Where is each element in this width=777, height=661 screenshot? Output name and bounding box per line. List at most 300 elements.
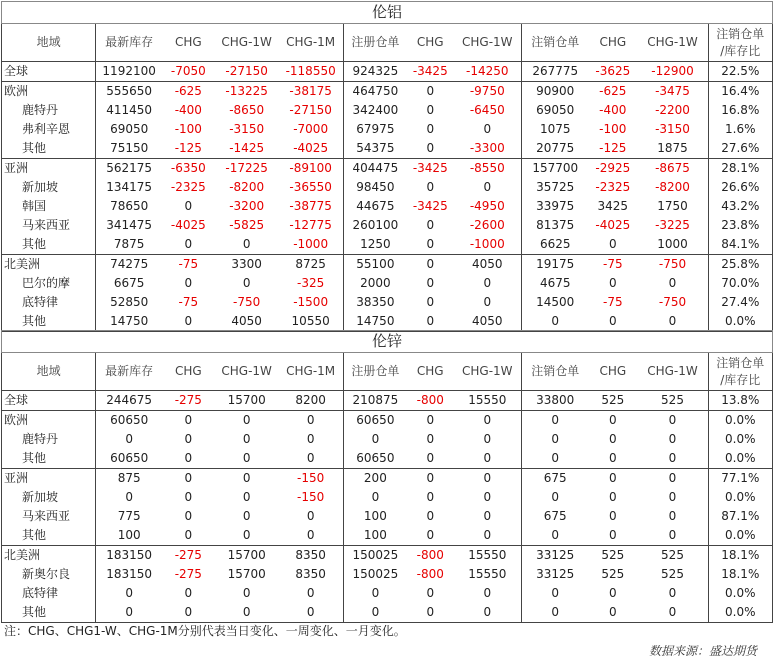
- data-cell: 43.2%: [708, 197, 772, 216]
- data-cell: -4950: [469, 199, 505, 213]
- region-name: 北美洲: [2, 546, 96, 566]
- data-cell: -8675: [655, 161, 690, 175]
- data-cell: 1000: [637, 235, 708, 255]
- data-cell: 525: [601, 548, 625, 562]
- data-cell: 90900: [522, 82, 588, 102]
- data-cell: -4025: [595, 218, 631, 232]
- data-cell: -625: [174, 84, 202, 98]
- column-header: [708, 353, 772, 391]
- data-cell: 0: [453, 449, 522, 469]
- data-cell: 15550: [453, 391, 522, 411]
- data-cell: 0: [242, 490, 251, 504]
- data-cell: -118550: [279, 62, 343, 82]
- data-cell: 60650: [343, 411, 407, 431]
- data-cell: 6625: [522, 235, 588, 255]
- data-cell: -100: [599, 122, 627, 136]
- data-cell: 0: [162, 312, 214, 332]
- data-cell: 0: [184, 586, 193, 600]
- data-cell: 8200: [279, 391, 343, 411]
- data-cell: 525: [661, 567, 684, 581]
- data-cell: -4025: [279, 139, 343, 159]
- table-row: [2, 526, 773, 546]
- column-header: CHG-1W: [637, 24, 708, 62]
- location-name: 巴尔的摩: [2, 274, 96, 293]
- data-cell: -1500: [293, 295, 329, 309]
- data-cell: 0: [426, 218, 435, 232]
- data-cell: -800: [407, 391, 453, 411]
- data-cell: -8650: [229, 103, 265, 117]
- table-row: [2, 197, 773, 216]
- data-cell: 0: [407, 449, 453, 469]
- data-cell: -2325: [595, 180, 631, 194]
- data-cell: 0: [242, 471, 251, 485]
- data-cell: 0: [426, 509, 435, 523]
- data-cell: 1875: [637, 139, 708, 159]
- table-row: [2, 391, 773, 411]
- data-cell: -275: [174, 567, 202, 581]
- data-cell: -3475: [655, 84, 690, 98]
- section-title-row: [2, 331, 773, 353]
- data-cell: 0: [668, 413, 677, 427]
- data-cell: -8550: [469, 161, 505, 175]
- data-cell: 0: [522, 430, 588, 449]
- data-cell: -1000: [279, 235, 343, 255]
- data-cell: -17225: [225, 161, 268, 175]
- data-cell: 0: [426, 586, 435, 600]
- data-cell: 33125: [522, 546, 588, 566]
- ratio-header-line1: 注销仓单: [716, 26, 765, 41]
- data-cell: 15700: [215, 391, 279, 411]
- column-header: 地域: [2, 353, 96, 391]
- table-row: [2, 584, 773, 603]
- data-cell: 0: [453, 603, 522, 623]
- data-cell: 7875: [96, 235, 162, 255]
- data-cell: -2600: [469, 218, 505, 232]
- data-cell: -75: [602, 257, 623, 271]
- data-cell: -750: [658, 257, 687, 271]
- data-cell: 98450: [343, 178, 407, 197]
- table-row: [2, 255, 773, 275]
- data-cell: 464750: [343, 82, 407, 102]
- column-header: CHG: [407, 353, 453, 391]
- data-cell: 562175: [96, 159, 162, 179]
- data-cell: -400: [174, 103, 202, 117]
- data-cell: 4050: [472, 257, 503, 271]
- data-cell: 0: [668, 471, 677, 485]
- data-cell: 74275: [96, 255, 162, 275]
- data-cell: -800: [416, 548, 444, 562]
- data-cell: 0: [483, 490, 492, 504]
- data-cell: 525: [661, 548, 684, 562]
- data-cell: 27.4%: [708, 293, 772, 312]
- data-cell: 0: [637, 603, 708, 623]
- table-row: [2, 235, 773, 255]
- data-cell: 0: [242, 432, 251, 446]
- data-cell: -5825: [229, 218, 265, 232]
- data-cell: 16.4%: [708, 82, 772, 102]
- data-cell: 23.8%: [708, 216, 772, 235]
- data-cell: 525: [588, 391, 637, 411]
- data-cell: -36550: [289, 180, 332, 194]
- table-row: [2, 274, 773, 293]
- data-cell: -3150: [655, 122, 690, 136]
- data-cell: 0: [184, 509, 193, 523]
- data-cell: 14500: [522, 293, 588, 312]
- data-cell: -4025: [170, 218, 206, 232]
- data-cell: 1750: [657, 199, 688, 213]
- data-cell: 100: [343, 526, 407, 546]
- section-title-row: [2, 2, 773, 24]
- location-name: 鹿特丹: [2, 101, 96, 120]
- data-cell: 0: [426, 84, 435, 98]
- table-row: [2, 469, 773, 489]
- data-cell: -325: [297, 276, 325, 290]
- data-cell: 35725: [522, 178, 588, 197]
- data-cell: 0: [242, 276, 251, 290]
- data-cell: 0: [637, 449, 708, 469]
- data-cell: -3625: [588, 62, 637, 82]
- column-header: 最新库存: [96, 353, 162, 391]
- data-cell: 525: [601, 567, 625, 581]
- table-row: [2, 62, 773, 82]
- data-cell: -7000: [293, 122, 329, 136]
- data-cell: -6350: [170, 161, 206, 175]
- data-cell: 924325: [343, 62, 407, 82]
- data-cell: 0: [426, 413, 435, 427]
- table-row: [2, 82, 773, 102]
- data-cell: 0: [96, 488, 162, 507]
- region-name: 全球: [2, 391, 96, 411]
- data-cell: 38350: [343, 293, 407, 312]
- data-cell: 60650: [343, 449, 407, 469]
- location-name: 其他: [2, 139, 96, 159]
- data-cell: 81375: [522, 216, 588, 235]
- data-cell: 0: [608, 413, 617, 427]
- data-cell: 8350: [295, 548, 326, 562]
- data-cell: 150025: [343, 546, 407, 566]
- data-cell: 675: [522, 507, 588, 526]
- data-cell: 69050: [522, 101, 588, 120]
- data-cell: 0: [343, 603, 407, 623]
- data-cell: 4675: [522, 274, 588, 293]
- data-cell: 0: [483, 509, 492, 523]
- column-header: CHG-1W: [637, 353, 708, 391]
- data-cell: 0: [522, 603, 588, 623]
- data-cell: -75: [602, 295, 623, 309]
- footnote: 注：CHG、CHG1-W、CHG-1M分别代表当日变化、一周变化、一月变化。: [4, 624, 406, 638]
- data-cell: 25.8%: [708, 255, 772, 275]
- data-cell: 210875: [343, 391, 407, 411]
- data-cell: 0: [162, 603, 214, 623]
- data-cell: 0: [162, 449, 214, 469]
- data-cell: 27.6%: [708, 139, 772, 159]
- column-header: CHG: [162, 24, 214, 62]
- data-cell: -800: [416, 567, 444, 581]
- data-cell: 84.1%: [708, 235, 772, 255]
- data-cell: 0: [407, 603, 453, 623]
- header-row: [2, 353, 773, 391]
- data-cell: 0.0%: [708, 411, 772, 431]
- table-row: [2, 603, 773, 623]
- data-cell: 0: [483, 276, 492, 290]
- data-cell: 15700: [227, 548, 266, 562]
- data-cell: 341475: [96, 216, 162, 235]
- data-cell: 100: [96, 526, 162, 546]
- location-name: 其他: [2, 312, 96, 332]
- data-cell: 0: [96, 430, 162, 449]
- data-cell: 0: [426, 432, 435, 446]
- data-cell: 15700: [227, 567, 266, 581]
- data-cell: 150025: [343, 565, 407, 584]
- location-name: 底特律: [2, 584, 96, 603]
- data-cell: 0: [522, 526, 588, 546]
- data-cell: -3425: [412, 199, 448, 213]
- data-cell: 0.0%: [708, 312, 772, 332]
- table-row: [2, 120, 773, 139]
- column-header: [708, 24, 772, 62]
- data-cell: 1.6%: [708, 120, 772, 139]
- data-cell: 0: [608, 586, 617, 600]
- data-cell: 0: [279, 526, 343, 546]
- data-cell: 0: [279, 603, 343, 623]
- data-cell: 0: [215, 449, 279, 469]
- data-cell: -275: [174, 548, 202, 562]
- data-cell: -38175: [289, 84, 332, 98]
- data-cell: 69050: [96, 120, 162, 139]
- data-cell: 0: [215, 526, 279, 546]
- section-title: 伦锌: [2, 331, 773, 353]
- data-cell: 0: [407, 235, 453, 255]
- data-cell: -14250: [453, 62, 522, 82]
- data-cell: 0: [522, 312, 588, 332]
- data-cell: 60650: [96, 449, 162, 469]
- data-cell: -3425: [412, 161, 448, 175]
- section-title: 伦铝: [2, 2, 773, 24]
- data-cell: 0: [184, 471, 193, 485]
- column-header: CHG-1W: [215, 24, 279, 62]
- location-name: 其他: [2, 235, 96, 255]
- table-row: [2, 507, 773, 526]
- data-cell: 0: [306, 432, 315, 446]
- data-cell: 26.6%: [708, 178, 772, 197]
- column-header: CHG-1M: [279, 353, 343, 391]
- data-cell: 55100: [343, 255, 407, 275]
- data-cell: 0: [343, 488, 407, 507]
- data-cell: -1000: [453, 235, 522, 255]
- data-cell: 0: [483, 471, 492, 485]
- data-cell: 0: [184, 276, 193, 290]
- data-cell: 15550: [468, 548, 507, 562]
- data-cell: 0.0%: [708, 584, 772, 603]
- data-cell: 78650: [96, 197, 162, 216]
- data-cell: 0: [426, 122, 435, 136]
- data-cell: 0: [608, 490, 617, 504]
- column-header: 注销仓单: [522, 353, 588, 391]
- region-name: 北美洲: [2, 255, 96, 275]
- region-name: 欧洲: [2, 82, 96, 102]
- data-cell: 67975: [343, 120, 407, 139]
- data-cell: 0: [668, 432, 677, 446]
- region-name: 亚洲: [2, 469, 96, 489]
- region-name: 欧洲: [2, 411, 96, 431]
- data-cell: 0: [637, 312, 708, 332]
- data-cell: 260100: [343, 216, 407, 235]
- data-cell: -150: [297, 471, 325, 485]
- data-cell: -13225: [225, 84, 268, 98]
- data-cell: -3300: [453, 139, 522, 159]
- data-cell: 0: [96, 584, 162, 603]
- data-cell: 0.0%: [708, 449, 772, 469]
- ratio-header-line1: 注销仓单: [716, 355, 765, 370]
- location-name: 马来西亚: [2, 507, 96, 526]
- data-cell: 0: [407, 139, 453, 159]
- data-cell: 342400: [343, 101, 407, 120]
- column-header: CHG-1W: [453, 353, 522, 391]
- data-cell: 33125: [522, 565, 588, 584]
- data-cell: 183150: [96, 546, 162, 566]
- data-cell: -750: [233, 295, 261, 309]
- data-cell: 0: [608, 432, 617, 446]
- data-cell: 0: [668, 276, 677, 290]
- data-cell: 15550: [468, 567, 507, 581]
- data-cell: 4050: [215, 312, 279, 332]
- data-cell: -2325: [170, 180, 206, 194]
- data-source: 数据来源：盛达期货: [648, 644, 757, 658]
- data-cell: 411450: [96, 101, 162, 120]
- data-cell: -750: [658, 295, 687, 309]
- data-cell: 0: [184, 432, 193, 446]
- data-cell: 1192100: [96, 62, 162, 82]
- data-cell: -38775: [289, 199, 332, 213]
- data-cell: 18.1%: [708, 546, 772, 566]
- data-cell: 0: [184, 490, 193, 504]
- data-cell: 100: [343, 507, 407, 526]
- data-cell: 0: [522, 449, 588, 469]
- data-cell: -2925: [595, 161, 631, 175]
- data-cell: 3300: [231, 257, 262, 271]
- data-cell: 0: [588, 449, 637, 469]
- column-header: CHG: [162, 353, 214, 391]
- column-header: 最新库存: [96, 24, 162, 62]
- column-header: 注册仓单: [343, 353, 407, 391]
- location-name: 新加坡: [2, 488, 96, 507]
- data-cell: 0: [588, 526, 637, 546]
- data-cell: 0: [483, 295, 492, 309]
- data-cell: 0: [426, 103, 435, 117]
- data-cell: -3225: [655, 218, 690, 232]
- data-cell: 13.8%: [708, 391, 772, 411]
- column-header: 注销仓单: [522, 24, 588, 62]
- data-cell: 0: [343, 430, 407, 449]
- data-cell: 52850: [96, 293, 162, 312]
- data-cell: 0: [242, 586, 251, 600]
- data-cell: 6675: [96, 274, 162, 293]
- table-row: [2, 293, 773, 312]
- data-cell: 70.0%: [708, 274, 772, 293]
- data-cell: 0: [522, 488, 588, 507]
- data-cell: 0: [637, 526, 708, 546]
- table-row: [2, 159, 773, 179]
- data-cell: 0: [522, 411, 588, 431]
- data-cell: 0: [242, 509, 251, 523]
- data-cell: 0: [306, 586, 315, 600]
- data-cell: 0: [483, 432, 492, 446]
- table-row: [2, 565, 773, 584]
- data-cell: 0: [426, 295, 435, 309]
- data-cell: 0: [668, 586, 677, 600]
- data-cell: 0: [96, 603, 162, 623]
- data-cell: 0: [242, 413, 251, 427]
- data-cell: 0: [162, 526, 214, 546]
- location-name: 底特律: [2, 293, 96, 312]
- data-cell: 54375: [343, 139, 407, 159]
- data-cell: 555650: [96, 82, 162, 102]
- data-cell: -9750: [469, 84, 505, 98]
- data-cell: 0: [608, 509, 617, 523]
- data-cell: 134175: [96, 178, 162, 197]
- data-cell: -1425: [215, 139, 279, 159]
- data-cell: 87.1%: [708, 507, 772, 526]
- column-header: CHG: [588, 24, 637, 62]
- data-cell: -7050: [162, 62, 214, 82]
- data-cell: 0: [453, 526, 522, 546]
- data-cell: -12900: [637, 62, 708, 82]
- data-cell: 0: [215, 235, 279, 255]
- data-cell: 0: [588, 235, 637, 255]
- location-name: 马来西亚: [2, 216, 96, 235]
- data-cell: 44675: [343, 197, 407, 216]
- data-cell: 0: [426, 276, 435, 290]
- table-row: [2, 178, 773, 197]
- data-cell: 244675: [96, 391, 162, 411]
- table-row: [2, 546, 773, 566]
- data-cell: -75: [178, 295, 199, 309]
- location-name: 鹿特丹: [2, 430, 96, 449]
- data-cell: 0: [588, 603, 637, 623]
- data-cell: 0.0%: [708, 430, 772, 449]
- data-cell: 0: [426, 471, 435, 485]
- data-cell: -125: [162, 139, 214, 159]
- data-cell: 1075: [522, 120, 588, 139]
- data-cell: 18.1%: [708, 565, 772, 584]
- zinc-table: [1, 330, 773, 623]
- data-cell: 775: [96, 507, 162, 526]
- location-name: 其他: [2, 603, 96, 623]
- table-row: [2, 312, 773, 332]
- data-cell: -27150: [289, 103, 332, 117]
- data-cell: 675: [522, 469, 588, 489]
- location-name: 其他: [2, 449, 96, 469]
- data-cell: 28.1%: [708, 159, 772, 179]
- data-cell: 22.5%: [708, 62, 772, 82]
- data-cell: 60650: [96, 411, 162, 431]
- data-cell: -27150: [215, 62, 279, 82]
- table-row: [2, 488, 773, 507]
- data-cell: 3425: [597, 199, 629, 213]
- data-cell: 0: [608, 471, 617, 485]
- data-cell: -150: [297, 490, 325, 504]
- data-cell: 0: [184, 413, 193, 427]
- data-cell: -125: [588, 139, 637, 159]
- table-row: [2, 411, 773, 431]
- column-header: CHG-1M: [279, 24, 343, 62]
- data-cell: 77.1%: [708, 469, 772, 489]
- column-header: CHG: [588, 353, 637, 391]
- data-cell: 875: [96, 469, 162, 489]
- data-cell: 33800: [522, 391, 588, 411]
- data-cell: -625: [599, 84, 627, 98]
- region-name: 亚洲: [2, 159, 96, 179]
